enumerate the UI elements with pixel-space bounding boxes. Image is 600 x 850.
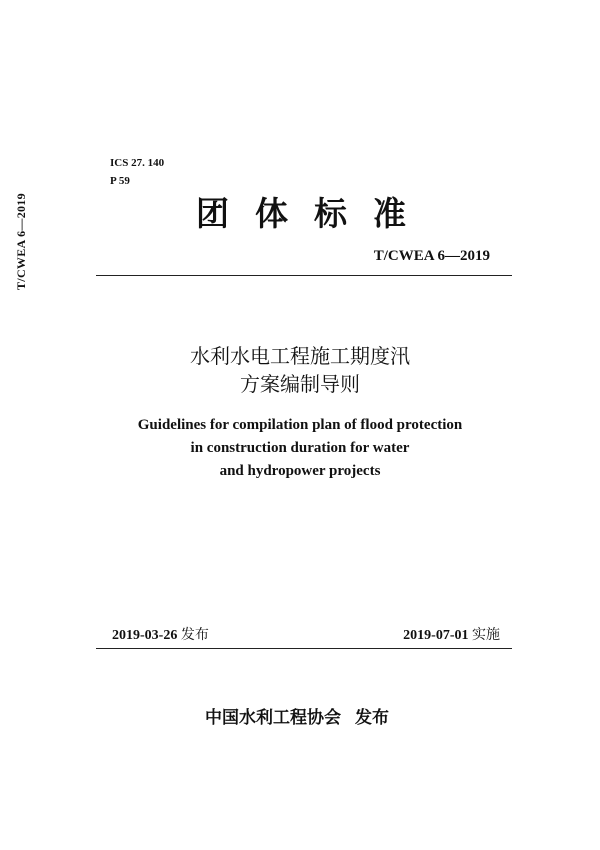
implement-label: 实施 [472, 627, 500, 643]
classification-code: P 59 [110, 175, 130, 187]
implement-date-block [403, 624, 500, 644]
chinese-title-line-2: 方案编制导则 [240, 372, 360, 396]
ics-code: ICS 27. 140 [110, 157, 165, 169]
bottom-divider [96, 648, 512, 649]
standard-type-title: 团体标准 [196, 194, 432, 233]
issue-date: 2019-03-26 [112, 628, 178, 643]
issue-date-block [112, 624, 209, 644]
implement-date: 2019-07-01 [403, 628, 469, 643]
side-standard-code: T/CWEA 6—2019 [14, 193, 28, 290]
standard-number: T/CWEA 6—2019 [373, 248, 490, 264]
english-title-line-3: and hydropower projects [219, 463, 381, 479]
english-title-line-2: in construction duration for water [190, 440, 410, 456]
publisher-name: 中国水利工程协会 [205, 708, 341, 728]
chinese-title-line-1: 水利水电工程施工期度汛 [190, 344, 410, 368]
issue-label: 发布 [180, 627, 209, 643]
publisher-label: 发布 [355, 708, 389, 728]
english-title-line-1: Guidelines for compilation plan of flood protection [137, 417, 463, 433]
publisher-block [205, 703, 389, 728]
top-divider [96, 275, 512, 276]
